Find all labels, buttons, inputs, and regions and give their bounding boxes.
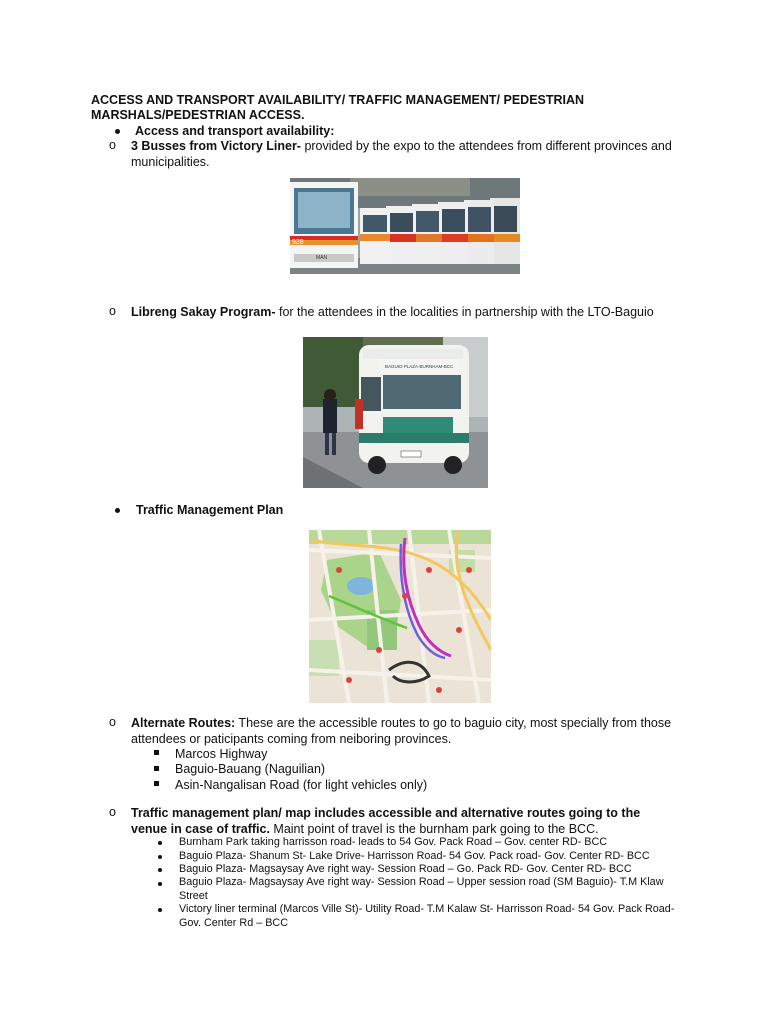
alternate-routes-item bbox=[131, 715, 686, 747]
bullet-dot bbox=[158, 841, 162, 845]
alternate-routes-label: Alternate Routes: bbox=[131, 716, 236, 730]
bullet-o: o bbox=[109, 138, 116, 152]
traffic-plan-text: Maint point of travel is the burnham park going to the BCC. bbox=[269, 822, 599, 836]
bullet-dot bbox=[158, 855, 162, 859]
alternate-route: Baguio-Bauang (Naguilian) bbox=[175, 762, 326, 776]
libreng-sakay-label: Libreng Sakay Program- bbox=[131, 305, 276, 319]
bullet-o: o bbox=[109, 715, 116, 729]
alternate-route: Marcos Highway bbox=[175, 747, 268, 761]
traffic-plan-heading: Traffic Management Plan bbox=[136, 503, 284, 517]
route-item: Baguio Plaza- Magsaysay Ave right way- Session Road – Upper session road (SM Baguio)- T.M Klaw Street bbox=[179, 876, 664, 902]
busses-label: 3 Busses from Victory Liner- bbox=[131, 139, 301, 153]
bullet-square bbox=[154, 750, 159, 755]
busses-item bbox=[131, 138, 691, 170]
bullet-square bbox=[154, 781, 159, 786]
busses-text: provided by the expo to the attendees from different provinces and municipalities. bbox=[131, 139, 672, 169]
alternate-route: Asin-Nangalisan Road (for light vehicles only) bbox=[175, 778, 428, 792]
traffic-plan-item bbox=[131, 805, 671, 837]
access-heading: Access and transport availability: bbox=[135, 124, 335, 138]
victory-liner-bus-photo bbox=[290, 178, 520, 274]
traffic-route-map bbox=[309, 530, 491, 703]
bullet-dot bbox=[115, 129, 120, 134]
alternate-routes-text: These are the accessible routes to go to baguio city, most specially from those attendees or paticipants coming from neiboring provinces. bbox=[131, 716, 672, 746]
bullet-dot bbox=[158, 882, 162, 886]
route-item: Baguio Plaza- Magsaysay Ave right way- Session Road – Go. Pack RD- Gov. Center RD- BCC bbox=[179, 863, 632, 875]
bullet-dot bbox=[115, 508, 120, 513]
bullet-o: o bbox=[109, 304, 116, 318]
bus-number: 928 bbox=[292, 239, 304, 246]
route-item: Victory liner terminal (Marcos Ville St)- Utility Road- T.M Kalaw St- Harrisson Road- 54 Gov. Pack Road- Gov. Center Rd – BCC bbox=[179, 903, 675, 929]
traffic-plan-label: Traffic management plan/ map includes accessible and alternative routes going to the venue in case of traffic. bbox=[131, 806, 641, 836]
bus-brand: MAN bbox=[316, 255, 328, 261]
libreng-sakay-text: for the attendees in the localities in partnership with the LTO-Baguio bbox=[275, 305, 654, 319]
libreng-sakay-van-photo bbox=[303, 337, 488, 488]
bullet-dot bbox=[158, 908, 162, 912]
route-item: Burnham Park taking harrisson road- leads to 54 Gov. Pack Road – Gov. center RD- BCC bbox=[179, 836, 608, 848]
route-item: Baguio Plaza- Shanum St- Lake Drive- Harrisson Road- 54 Gov. Pack road- Gov. Center RD- BCC bbox=[179, 850, 650, 862]
van-route-sign: BAGUIO PLAZA-BURNHAM-BCC bbox=[385, 364, 454, 369]
libreng-sakay-item bbox=[131, 304, 691, 320]
bullet-o: o bbox=[109, 805, 116, 819]
bullet-dot bbox=[158, 868, 162, 872]
bullet-square bbox=[154, 766, 159, 771]
document-title: ACCESS AND TRANSPORT AVAILABILITY/ TRAFFIC MANAGEMENT/ PEDESTRIAN MARSHALS/PEDESTRIAN ACCESS. bbox=[91, 93, 585, 122]
